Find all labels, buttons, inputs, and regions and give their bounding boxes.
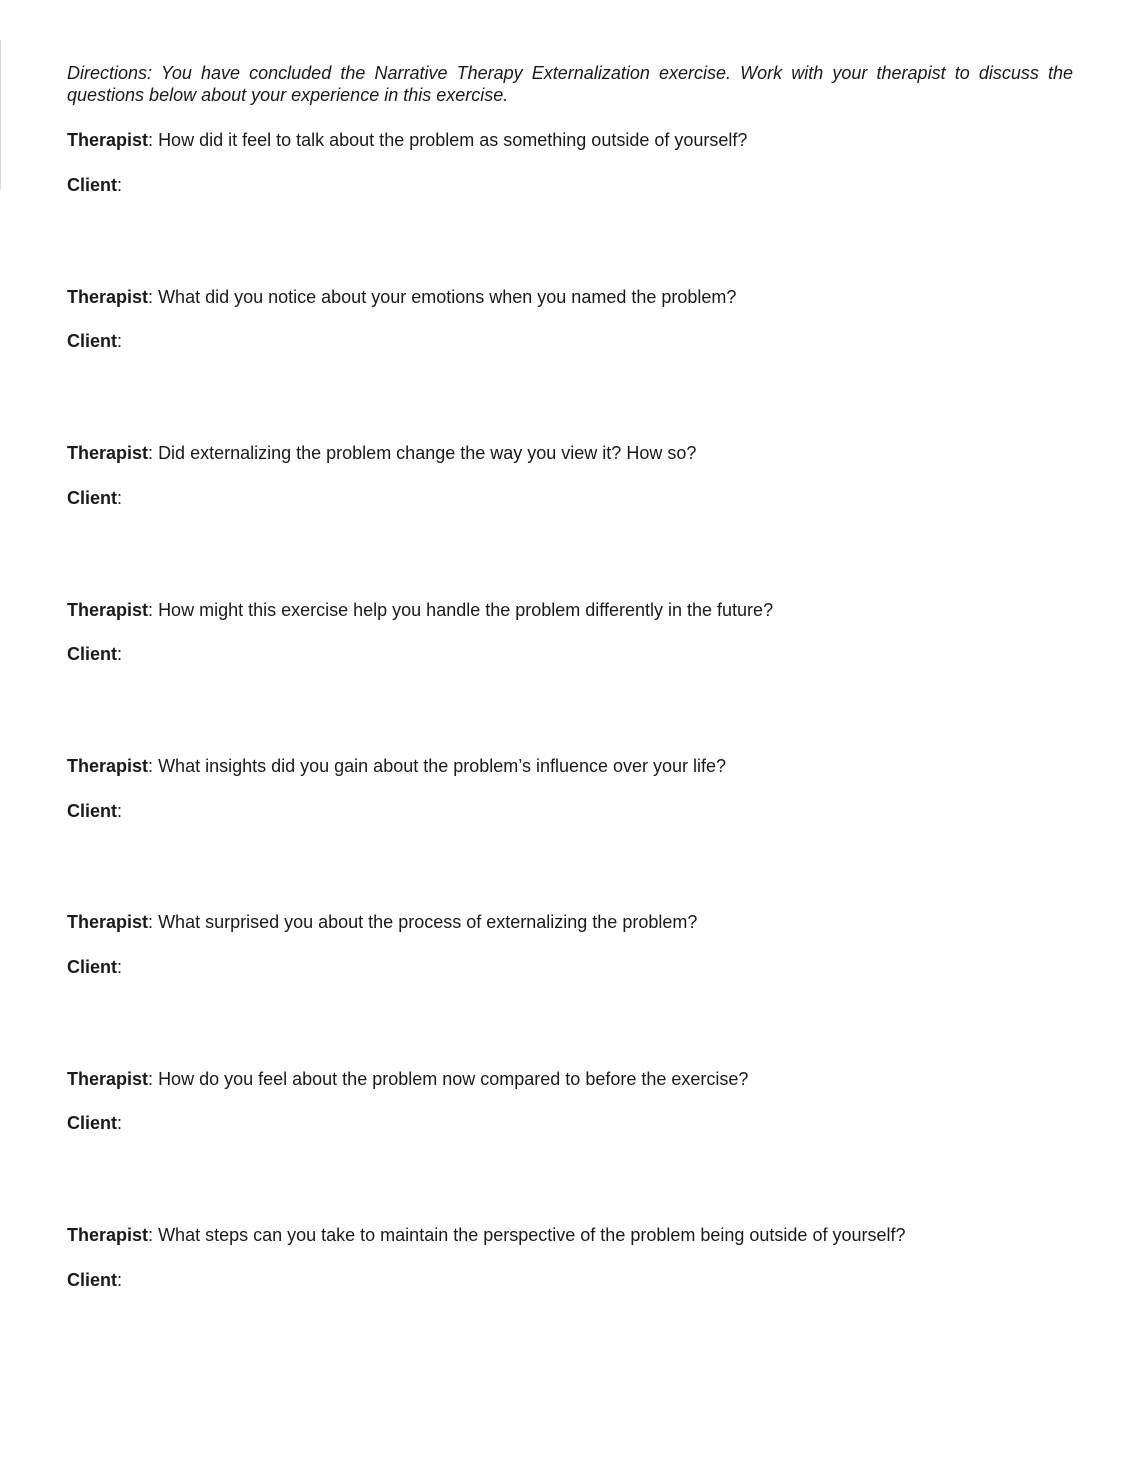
- therapist-label: Therapist: [67, 599, 149, 620]
- client-label: Client: [67, 1113, 118, 1133]
- therapist-label: Therapist: [67, 443, 149, 463]
- therapist-label: Therapist: [67, 912, 149, 932]
- client-response-6: Client:: [67, 956, 123, 977]
- therapist-question-8: Therapist: What steps can you take to maintain the perspective of the problem being outside of yourself?: [67, 1225, 906, 1245]
- client-response-8: Client:: [67, 1269, 123, 1290]
- client-label: Client: [67, 487, 118, 508]
- client-response-1: Client:: [67, 174, 123, 195]
- therapist-question-7: Therapist: How do you feel about the problem now compared to before the exercise?: [67, 1068, 749, 1089]
- client-response-7: Client:: [67, 1113, 123, 1133]
- client-label: Client: [67, 800, 118, 821]
- therapist-question-5: Therapist: What insights did you gain about the problem’s influence over your life?: [67, 756, 727, 776]
- therapist-question-2: Therapist: What did you notice about your emotions when you named the problem?: [67, 286, 737, 307]
- question-text: What steps can you take to maintain the perspective of the problem being outside of yourself?: [158, 1225, 906, 1245]
- question-text: What did you notice about your emotions when you named the problem?: [158, 286, 737, 307]
- therapist-question-1: Therapist: How did it feel to talk about the problem as something outside of yourself?: [67, 130, 748, 150]
- question-text: How might this exercise help you handle the problem differently in the future?: [158, 599, 774, 620]
- question-text: How do you feel about the problem now compared to before the exercise?: [158, 1068, 749, 1089]
- question-text: Did externalizing the problem change the way you view it? How so?: [158, 443, 697, 463]
- therapist-label: Therapist: [67, 130, 149, 150]
- question-text: What surprised you about the process of externalizing the problem?: [158, 912, 698, 932]
- therapist-question-3: Therapist: Did externalizing the problem change the way you view it? How so?: [67, 443, 697, 463]
- therapist-question-6: Therapist: What surprised you about the process of externalizing the problem?: [67, 912, 698, 932]
- therapist-question-4: Therapist: How might this exercise help you handle the problem differently in the future?: [67, 599, 774, 620]
- therapist-label: Therapist: [67, 1225, 149, 1245]
- client-response-3: Client:: [67, 487, 123, 508]
- client-response-5: Client:: [67, 800, 123, 821]
- directions-text: Directions: You have concluded the Narrative Therapy Externalization exercise. Work with your therapist to discuss the questions below about your experience in this exercise.: [67, 63, 1073, 105]
- therapist-label: Therapist: [67, 756, 149, 776]
- client-label: Client: [67, 956, 118, 977]
- page-edge-divider: [0, 40, 1, 190]
- client-label: Client: [67, 174, 118, 195]
- question-text: How did it feel to talk about the problem as something outside of yourself?: [158, 130, 748, 150]
- client-label: Client: [67, 331, 118, 351]
- client-response-2: Client:: [67, 331, 123, 351]
- client-label: Client: [67, 644, 118, 664]
- client-label: Client: [67, 1269, 118, 1290]
- question-text: What insights did you gain about the problem’s influence over your life?: [158, 756, 727, 776]
- client-response-4: Client:: [67, 644, 123, 664]
- therapist-label: Therapist: [67, 1068, 149, 1089]
- therapist-label: Therapist: [67, 286, 149, 307]
